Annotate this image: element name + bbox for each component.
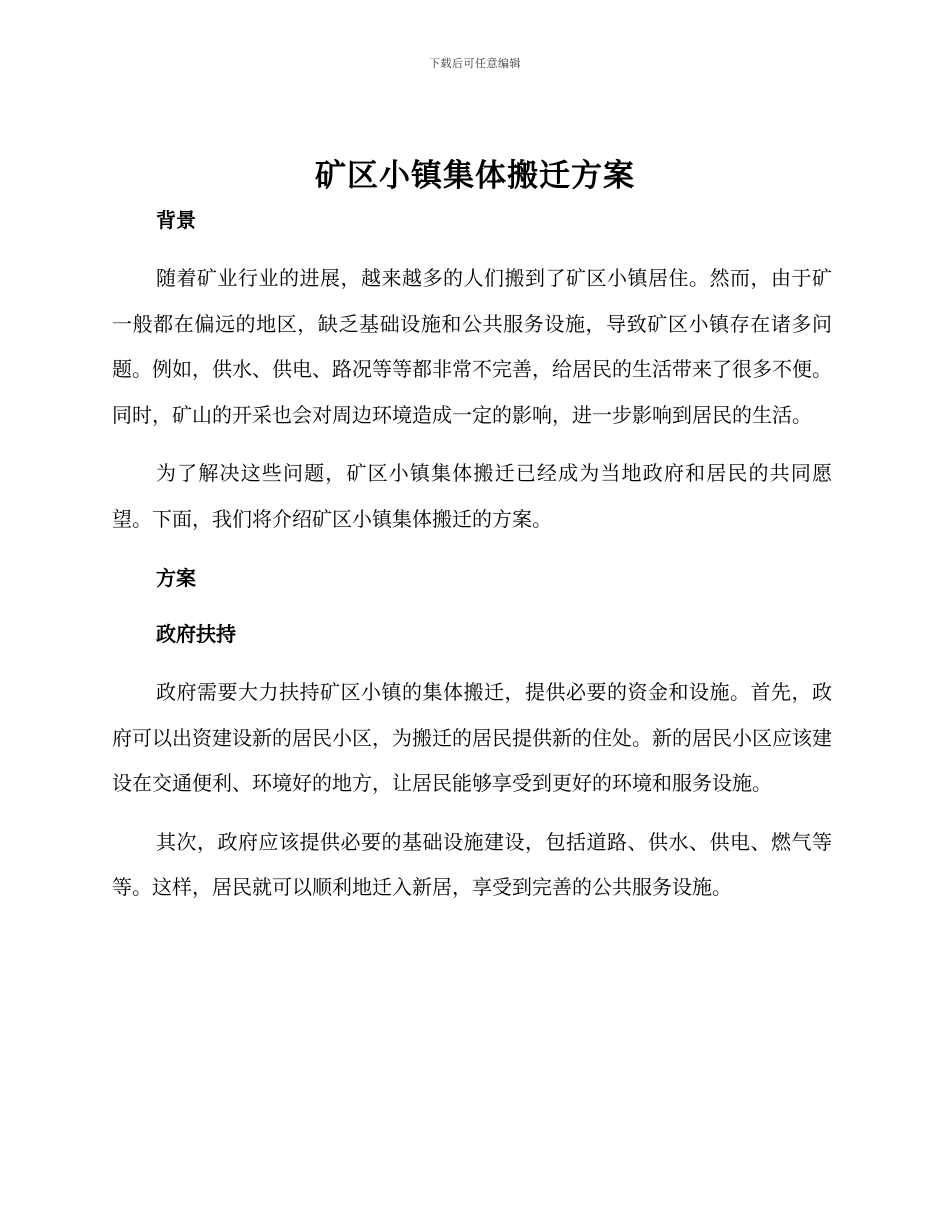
section-heading-background: 背景 xyxy=(156,208,196,232)
document-body xyxy=(112,200,832,911)
document-title: 矿区小镇集体搬迁方案 xyxy=(315,158,635,194)
paragraph-background-2: 为了解决这些问题，矿区小镇集体搬迁已经成为当地政府和居民的共同愿望。下面，我们将介绍矿区小镇集体搬迁的方案。 xyxy=(112,461,832,531)
paragraph-government-1: 政府需要大力扶持矿区小镇的集体搬迁，提供必要的资金和设施。首先，政府可以出资建设新的居民小区，为搬迁的居民提供新的住处。新的居民小区应该建设在交通便利、环境好的地方，让居民能够享受到更好的环境和服务设施。 xyxy=(112,680,832,795)
section-heading-plan: 方案 xyxy=(156,566,196,590)
section-heading-government: 政府扶持 xyxy=(156,622,236,646)
paragraph-background-1: 随着矿业行业的进展，越来越多的人们搬到了矿区小镇居住。然而，由于矿一般都在偏远的地区，缺乏基础设施和公共服务设施，导致矿区小镇存在诸多问题。例如，供水、供电、路况等等都非常不完善，给居民的生活带来了很多不便。同时，矿山的开采也会对周边环境造成一定的影响，进一步影响到居民的生活。 xyxy=(112,266,832,427)
header-note: 下载后可任意编辑 xyxy=(429,57,521,70)
paragraph-government-2: 其次，政府应该提供必要的基础设施建设，包括道路、供水、供电、燃气等等。这样，居民就可以顺利地迁入新居，享受到完善的公共服务设施。 xyxy=(112,829,832,899)
